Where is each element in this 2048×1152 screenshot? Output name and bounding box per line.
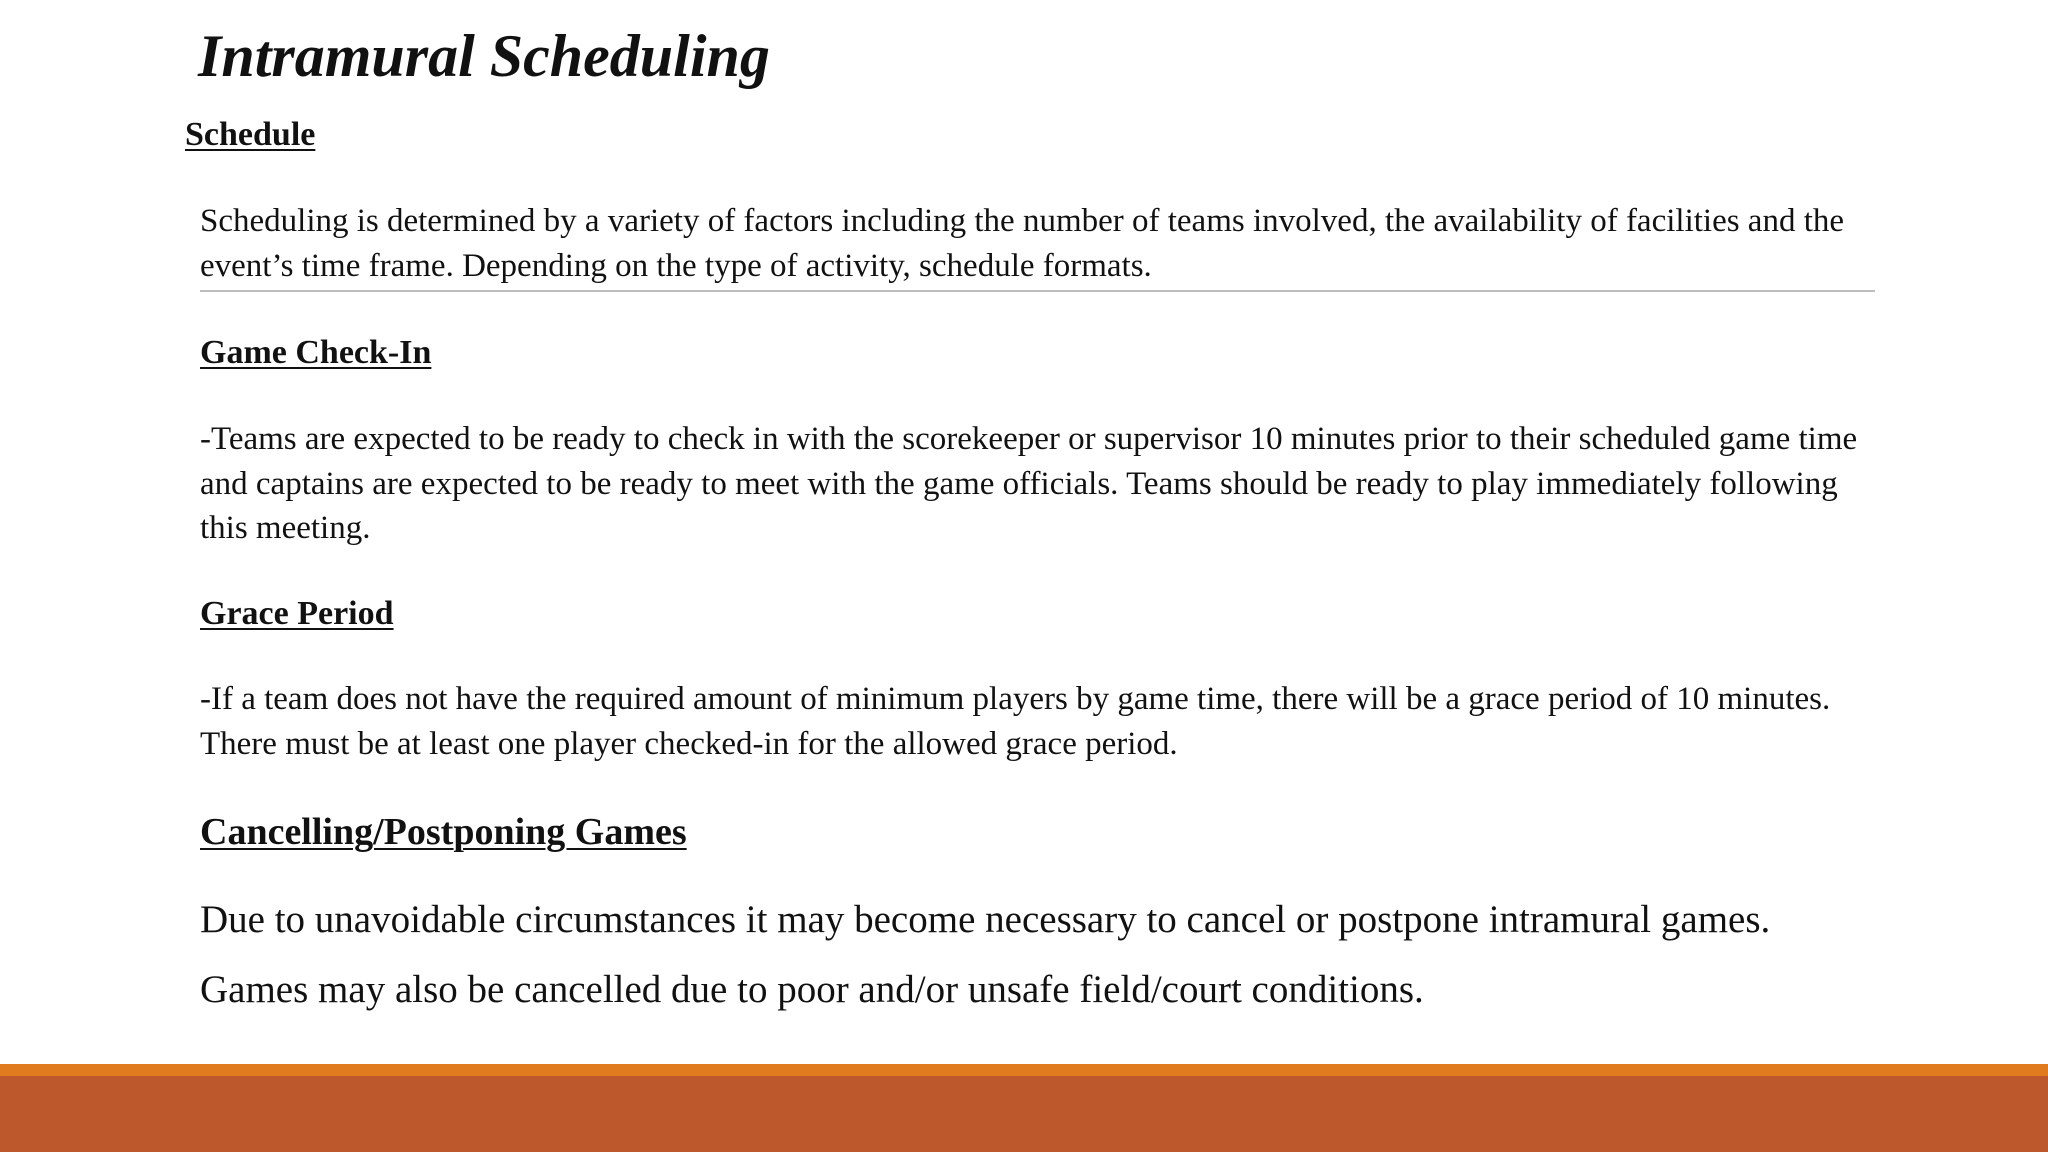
cancelling-line-1: Due to unavoidable circumstances it may become necessary to cancel or postpone intramural games. <box>200 898 1771 941</box>
cancelling-heading: Cancelling/Postponing Games <box>200 811 687 853</box>
section-divider <box>200 290 1875 292</box>
footer-bar <box>0 1076 2048 1152</box>
grace-period-paragraph: -If a team does not have the required amount of minimum players by game time, there will be a grace period of 10 minutes. There must be at least one player checked-in for the allowed grace period. <box>200 681 1831 762</box>
check-in-heading: Game Check-In <box>200 334 432 371</box>
schedule-paragraph: Scheduling is determined by a variety of factors including the number of teams involved, the availability of facilities and the event’s time frame. Depending on the type of activity, schedule formats. <box>200 203 1845 284</box>
schedule-heading: Schedule <box>185 116 316 153</box>
check-in-paragraph: -Teams are expected to be ready to check in with the scorekeeper or supervisor 10 minutes prior to their scheduled game time and captains are expected to be ready to meet with the game officials. Teams should be ready to play immediately following this meeting. <box>200 421 1858 546</box>
footer-accent-stripe <box>0 1064 2048 1076</box>
cancelling-line-2: Games may also be cancelled due to poor and/or unsafe field/court conditions. <box>200 968 1424 1011</box>
slide-title: Intramural Scheduling <box>198 23 770 89</box>
grace-period-heading: Grace Period <box>200 595 394 632</box>
